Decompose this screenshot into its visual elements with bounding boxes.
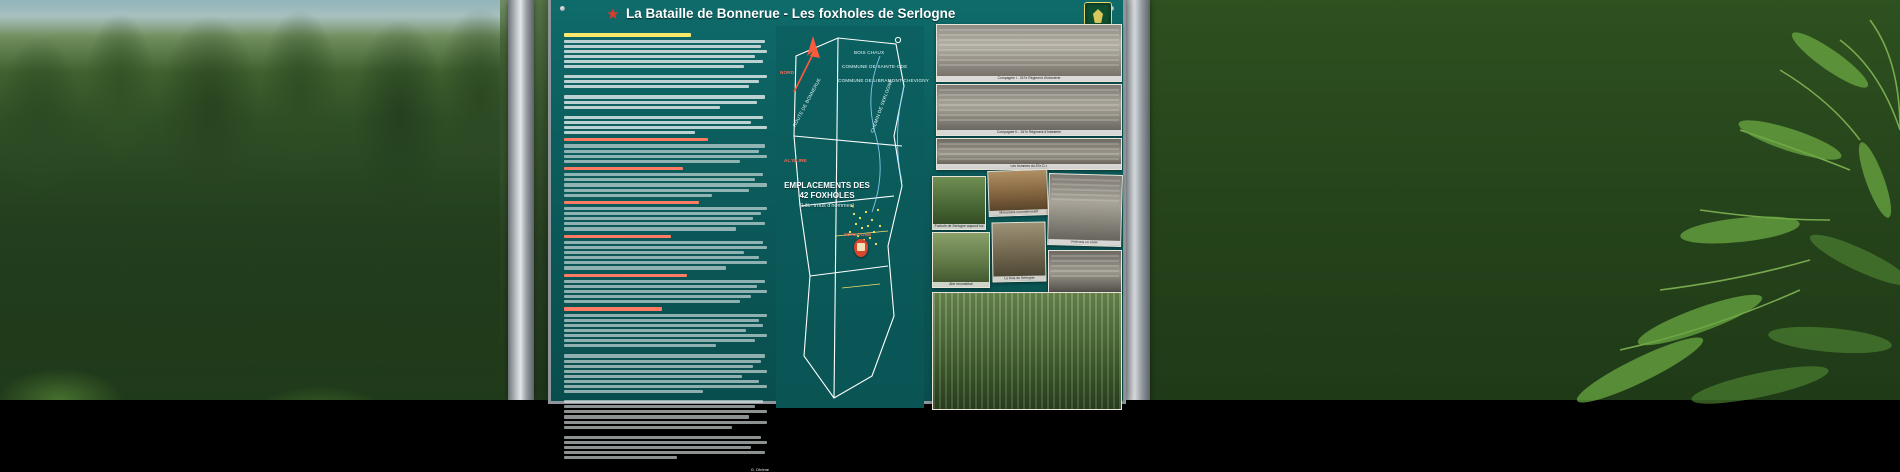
panel-text-column (564, 28, 769, 472)
photo-caption: Compagnie K - 347e Régiment d'Infanterie (937, 130, 1121, 135)
map-label-commune-sainte-ode: COMMUNE DE SAINTE-ODE (842, 64, 908, 69)
panel-subtitle: La Bataille de Bonnerue - Les foxholes de Serlogne (626, 6, 956, 21)
photo-caption: Vétérans en visite (1048, 239, 1120, 246)
panel-signature: G. Dhôme (750, 467, 769, 472)
photo-shelter (932, 232, 990, 288)
map-subtitle: (Litt.: trous d'hommes) (799, 203, 855, 209)
support-pole-left (508, 0, 534, 400)
photo-caption: Le bois de Serlogne (993, 276, 1045, 282)
conifer-plantation-left (0, 0, 520, 400)
information-panel (548, 0, 1126, 472)
photo-caption: Les hommes du 87e D.I. (937, 164, 1121, 169)
map-label-al-glire: AL'GLIRE (784, 158, 807, 163)
photo-group-1 (936, 24, 1122, 82)
photo-caption: Compagnie I - 347e Régiment d'Infanterie (937, 76, 1121, 81)
map-title-block (784, 181, 870, 211)
foxhole-location-map (776, 26, 930, 408)
photo-group-2 (936, 84, 1122, 136)
map-label-commune-libramont: COMMUNE DE LIBRAMONT-CHEVIGNY (838, 78, 930, 83)
photo-monument (987, 169, 1049, 217)
map-label-bois-chaux: BOIS CHAUX (854, 50, 885, 55)
fern-bank-right (1140, 0, 1900, 400)
photo-veterans (1047, 173, 1123, 247)
photo-foxhole-color (932, 176, 986, 230)
map-drawing (776, 26, 924, 408)
red-star-icon: ★ (606, 6, 620, 23)
map-label-chemin-serlogne: CHEMIN DE SERLOGNE (869, 78, 894, 134)
map-label-serlogne: SERLOGNE (844, 232, 872, 237)
panel-photo-column (932, 24, 1124, 408)
map-label-north: NORD (780, 70, 795, 75)
photo-forest (991, 222, 1046, 283)
photo-caption: Foxhole de Serlogne aujourd'hui (934, 224, 984, 228)
map-title: EMPLACEMENTS DES 42 FOXHOLES (784, 181, 870, 200)
fern-foliage-icon (1140, 0, 1900, 400)
north-arrow-icon (800, 34, 826, 76)
photo-group-4 (1048, 250, 1122, 294)
photo-forest-wide (932, 292, 1122, 410)
photo-caption: Monument commémoratif (990, 209, 1048, 216)
photo-group-3 (936, 138, 1122, 170)
photo-caption: Abri reconstitué (933, 282, 989, 287)
map-label-route-bonnerue: ROUTE DE BONNERUE (791, 77, 822, 128)
